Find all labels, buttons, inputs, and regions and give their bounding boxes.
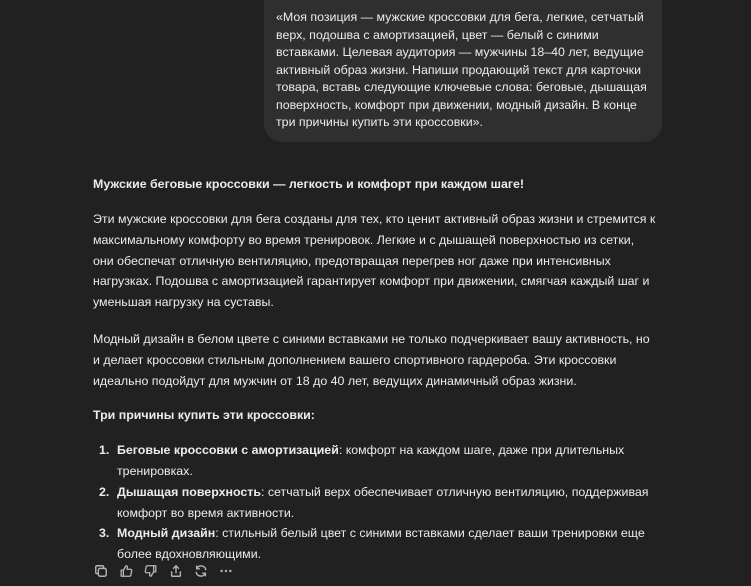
bad-response-button[interactable] bbox=[143, 563, 159, 579]
thumbs-down-icon bbox=[144, 564, 158, 578]
regenerate-button[interactable] bbox=[193, 563, 209, 579]
reasons-list bbox=[93, 440, 658, 565]
reason-number: 3. bbox=[99, 526, 110, 541]
assistant-paragraph-2: Модный дизайн в белом цвете с синими вставками не только подчеркивает вашу активность, но и делает кроссовки стильным дополнением вашего спортивного гардероба. Эти кроссовки идеально подойдут для мужчин от 18 до 40 лет, ведущих динамичный образ жизни. bbox=[93, 331, 650, 388]
message-actions-bar bbox=[93, 563, 234, 579]
reason-title: Дышащая поверхность bbox=[117, 484, 261, 499]
assistant-message bbox=[93, 174, 658, 565]
reason-text: : сетчатый верх обеспечивает отличную вентиляцию, поддерживая комфорт во время активности. bbox=[117, 484, 649, 520]
assistant-heading: Мужские беговые кроссовки — легкость и комфорт при каждом шаге! bbox=[93, 177, 525, 191]
reason-item-3 bbox=[93, 523, 658, 565]
reason-item-1 bbox=[93, 440, 658, 482]
copy-button[interactable] bbox=[93, 563, 109, 579]
user-message-bubble bbox=[264, 0, 662, 142]
good-response-button[interactable] bbox=[118, 563, 134, 579]
reason-text: : стильный белый цвет с синими вставками сделает ваши тренировки еще более вдохновляющими. bbox=[117, 526, 645, 562]
share-button[interactable] bbox=[168, 563, 184, 579]
reason-text: : комфорт на каждом шаге, даже при длительных тренировках. bbox=[117, 443, 625, 478]
more-options-icon bbox=[219, 564, 233, 578]
reason-title: Беговые кроссовки с амортизацией bbox=[117, 443, 339, 458]
share-icon bbox=[169, 564, 183, 578]
reason-item-2 bbox=[93, 482, 658, 524]
user-message-text: «Моя позиция — мужские кроссовки для бега, легкие, сетчатый верх, подошва с амортизацией, цвет — белый с синими вставками. Целевая аудитория — мужчины 18–40 лет, ведущие активный образ жизни. Напиши продающий текст для карточки товара, вставь следующие ключевые слова: беговые, дышащая поверхность, комфорт при движении, модный дизайн. В конце три причины купить эти кроссовки». bbox=[276, 10, 647, 129]
regenerate-icon bbox=[194, 564, 208, 578]
more-options-button[interactable] bbox=[218, 563, 234, 579]
copy-icon bbox=[94, 564, 108, 578]
reason-number: 1. bbox=[99, 443, 110, 458]
reason-number: 2. bbox=[99, 484, 110, 499]
assistant-paragraph-1: Эти мужские кроссовки для бега созданы для тех, кто ценит активный образ жизни и стремится к максимальному комфорту во время тренировок. Легкие и с дышащей поверхностью из сетки, они обеспечат отличную вентиляцию, предотвращая перегрев ног даже при интенсивных нагрузках. Подошва с амортизацией гарантирует комфорт при движении, смягчая каждый шаг и уменьшая нагрузку на суставы. bbox=[93, 212, 656, 310]
reason-title: Модный дизайн bbox=[117, 526, 216, 541]
reasons-title: Три причины купить эти кроссовки: bbox=[93, 408, 315, 423]
thumbs-up-icon bbox=[119, 564, 133, 578]
